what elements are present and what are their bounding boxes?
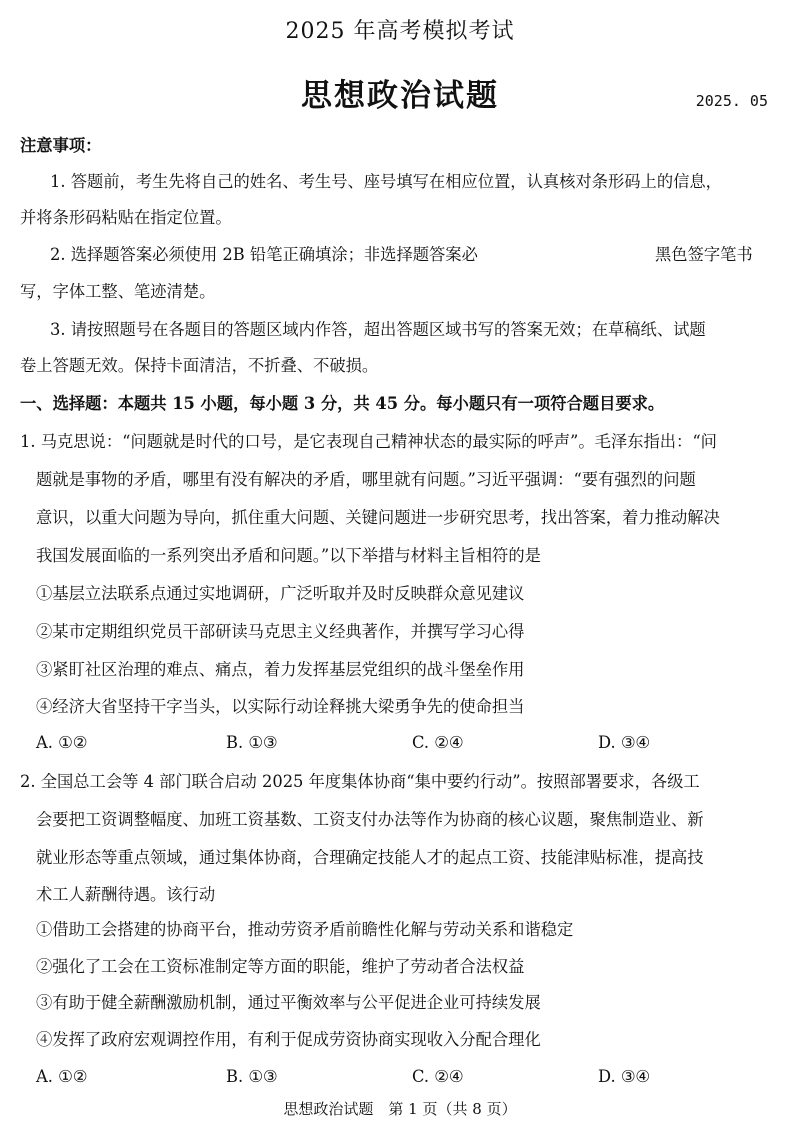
question-1-stem: 题就是事物的矛盾，哪里有没有解决的矛盾，哪里就有问题。”习近平强调：“要有强烈的问题: [36, 470, 696, 489]
question-1-statement: ③紧盯社区治理的难点、痛点，着力发挥基层党组织的战斗堡垒作用: [36, 660, 525, 679]
notice-line: 卷上答题无效。保持卡面清洁，不折叠、不破损。: [20, 356, 379, 375]
notice-line: 2. 选择题答案必须使用 2B 铅笔正确填涂；非选择题答案必: [50, 245, 478, 264]
question-2-statement: ②强化了工会在工资标准制定等方面的职能，维护了劳动者合法权益: [36, 957, 525, 976]
question-1-option-a[interactable]: A. ①②: [36, 733, 88, 752]
question-1-stem: 我国发展面临的一系列突出矛盾和问题。”以下举措与材料主旨相符的是: [36, 546, 541, 565]
question-2-option-d[interactable]: D. ③④: [598, 1067, 651, 1086]
question-2-option-a[interactable]: A. ①②: [36, 1067, 88, 1086]
question-2-option-b[interactable]: B. ①③: [226, 1067, 278, 1086]
question-2-stem: 术工人薪酬待遇。该行动: [36, 885, 216, 904]
question-1-statement: ②某市定期组织党员干部研读马克思主义经典著作，并撰写学习心得: [36, 622, 525, 641]
exam-date: 2025. 05: [695, 92, 768, 110]
notice-line: 1. 答题前，考生先将自己的姓名、考生号、座号填写在相应位置，认真核对条形码上的信息，: [50, 172, 722, 191]
question-2-option-c[interactable]: C. ②④: [412, 1067, 464, 1086]
notice-line: 3. 请按照题号在各题目的答题区域内作答，超出答题区域书写的答案无效；在草稿纸、试题: [50, 320, 706, 339]
question-2-statement: ④发挥了政府宏观调控作用，有利于促成劳资协商实现收入分配合理化: [36, 1030, 541, 1049]
notice-heading: 注意事项：: [20, 136, 102, 155]
notice-line: 并将条形码粘贴在指定位置。: [20, 208, 232, 227]
notice-line: 写，字体工整、笔迹清楚。: [20, 282, 216, 301]
question-1-option-b[interactable]: B. ①③: [226, 733, 278, 752]
page-footer: 思想政治试题 第 1 页（共 8 页）: [283, 1100, 517, 1118]
notice-line: 黑色签字笔书: [655, 245, 753, 264]
question-2-stem: 就业形态等重点领域，通过集体协商，合理确定技能人才的起点工资、技能津贴标准，提高技: [36, 848, 704, 867]
question-2-statement: ③有助于健全薪酬激励机制，通过平衡效率与公平促进企业可持续发展: [36, 993, 541, 1012]
subject-title: 思想政治试题: [301, 78, 499, 114]
question-1-statement: ④经济大省坚持干字当头，以实际行动诠释挑大梁勇争先的使命担当: [36, 697, 525, 716]
question-2-stem: 会要把工资调整幅度、加班工资基数、工资支付办法等作为协商的核心议题，聚焦制造业、新: [36, 810, 704, 829]
question-1-option-c[interactable]: C. ②④: [412, 733, 464, 752]
question-2-statement: ①借助工会搭建的协商平台，推动劳资矛盾前瞻性化解与劳动关系和谐稳定: [36, 920, 574, 939]
question-1-stem: 意识，以重大问题为导向，抓住重大问题、关键问题进一步研究思考，找出答案，着力推动解决: [36, 508, 720, 527]
question-1-statement: ①基层立法联系点通过实地调研，广泛听取并及时反映群众意见建议: [36, 584, 525, 603]
exam-title: 2025 年高考模拟考试: [285, 19, 515, 44]
section-heading: 一、选择题：本题共 15 小题，每小题 3 分，共 45 分。每小题只有一项符合题目要求。: [20, 394, 665, 413]
question-1-option-d[interactable]: D. ③④: [598, 733, 651, 752]
question-2-stem: 2. 全国总工会等 4 部门联合启动 2025 年度集体协商“集中要约行动”。按照部署要求，各级工: [20, 772, 700, 791]
question-1-stem: 1. 马克思说：“问题就是时代的口号，是它表现自己精神状态的最实际的呼声”。毛泽东指出：“问: [20, 432, 717, 451]
